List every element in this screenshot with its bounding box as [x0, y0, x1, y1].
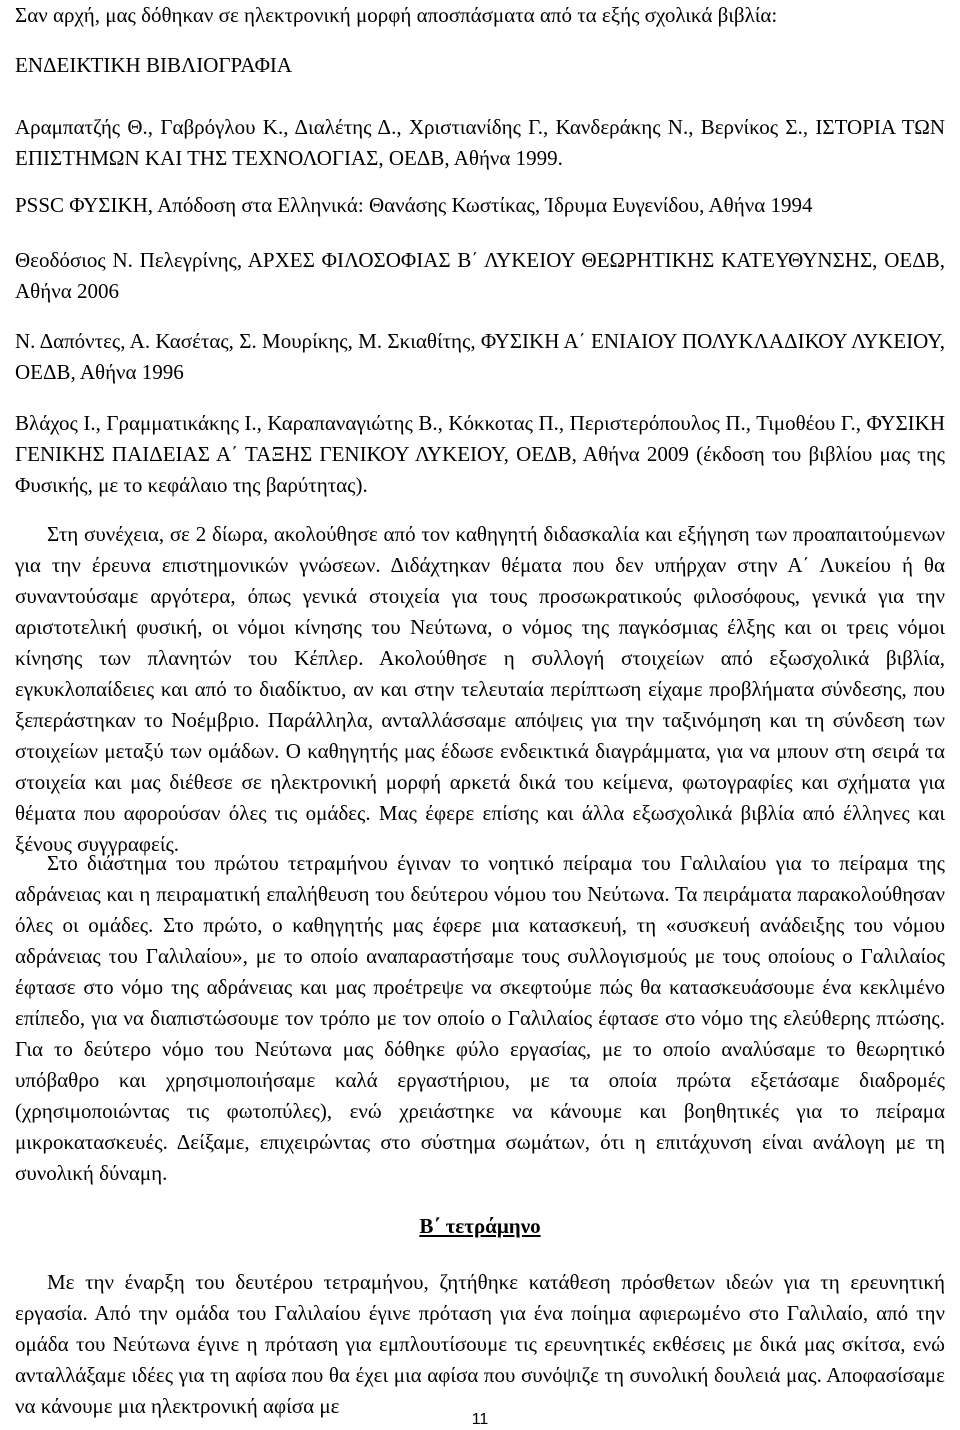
- body-paragraph: Στη συνέχεια, σε 2 δίωρα, ακολούθησε από τον καθηγητή διδασκαλία και εξήγηση των προαπαιτούμενων για την έρευνα επιστημονικών γνώσεων. Διδάχτηκαν θέματα που δεν υπήρχαν στην Α΄ Λυκείου ή θα συναντούσαμε αργότερα, όπως γενικά στοιχεία για τους προσωκρατικούς φιλοσόφους, γενικά για την αριστοτελική φυσική, οι νόμοι κίνησης του Νεύτωνα, ο νόμος της παγκόσμιας έλξης και οι τρεις νόμοι κίνησης των πλανητών του Κέπλερ. Ακολούθησε η συλλογή στοιχείων από εξωσχολικά βιβλία, εγκυκλοπαίδειες και από το διαδίκτυο, αν και στην τελευταία περίπτωση είχαμε προβλήματα σύνδεσης, που ξεπεράστηκαν το Νοέμβριο. Παράλληλα, ανταλλάσσαμε απόψεις για την ταξινόμηση και τη σύνδεση των στοιχείων μεταξύ των ομάδων. Ο καθηγητής μας έδωσε ενδεικτικά διαγράμματα, για να μπουν στη σειρά τα στοιχεία και μας διέθεσε σε ηλεκτρονική μορφή αρκετά δικά του κείμενα, φωτογραφίες και σχήματα για θέματα που αφορούσαν όλες τις ομάδες. Μας έφερε επίσης και άλλα εξωσχολικά βιβλία από έλληνες και ξένους συγγραφείς.: [15, 522, 945, 856]
- section-paragraph: Με την έναρξη του δευτέρου τετραμήνου, ζητήθηκε κατάθεση πρόσθετων ιδεών για τη ερευνητική εργασία. Από την ομάδα του Γαλιλαίου έγινε πρόταση για ένα ποίημα αφιερωμένο στο Γαλιλαίο, από την ομάδα του Νεύτωνα έγινε η πρόταση για εμπλουτίσουμε τις ερευνητικές εκθέσεις με δικά μας σκίτσα, ενώ ανταλλάξαμε ιδέες για τη αφίσα που θα έχει μια αφίσα που συνόψιζε τη συνολική δουλειά μας. Αποφασίσαμε να κάνουμε μια ηλεκτρονική αφίσα με: [15, 1270, 945, 1418]
- reference-item: Αραμπατζής Θ., Γαβρόγλου Κ., Διαλέτης Δ., Χριστιανίδης Γ., Κανδεράκης Ν., Βερνίκος Σ., ΙΣΤΟΡΙΑ ΤΩΝ ΕΠΙΣΤΗΜΩΝ ΚΑΙ ΤΗΣ ΤΕΧΝΟΛΟΓΙΑΣ, ΟΕΔΒ, Αθήνα 1999.: [15, 115, 945, 170]
- intro-paragraph: Σαν αρχή, μας δόθηκαν σε ηλεκτρονική μορφή αποσπάσματα από τα εξής σχολικά βιβλία:: [15, 3, 778, 27]
- bibliography-heading: ΕΝΔΕΙΚΤΙΚΗ ΒΙΒΛΙΟΓΡΑΦΙΑ: [15, 53, 293, 77]
- reference-item: Θεοδόσιος Ν. Πελεγρίνης, ΑΡΧΕΣ ΦΙΛΟΣΟΦΙΑΣ Β΄ ΛΥΚΕΙΟΥ ΘΕΩΡΗΤΙΚΗΣ ΚΑΤΕΥΘΥΝΣΗΣ, ΟΕΔΒ, Αθήνα 2006: [15, 248, 945, 303]
- page-number: 11: [471, 1411, 489, 1428]
- reference-item: PSSC ΦΥΣΙΚΗ, Απόδοση στα Ελληνικά: Θανάσης Κωστίκας, Ίδρυμα Ευγενίδου, Αθήνα 1994: [15, 193, 813, 217]
- reference-item: Βλάχος Ι., Γραμματικάκης Ι., Καραπαναγιώτης Β., Κόκκοτας Π., Περιστερόπουλος Π., Τιμοθέου Γ., ΦΥΣΙΚΗ ΓΕΝΙΚΗΣ ΠΑΙΔΕΙΑΣ Α΄ ΤΑΞΗΣ ΓΕΝΙΚΟΥ ΛΥΚΕΙΟΥ, ΟΕΔΒ, Αθήνα 2009 (έκδοση του βιβλίου μας της Φυσικής, με το κεφάλαιο της βαρύτητας).: [15, 411, 945, 497]
- reference-item: Ν. Δαπόντες, Α. Κασέτας, Σ. Μουρίκης, Μ. Σκιαθίτης, ΦΥΣΙΚΗ Α΄ ΕΝΙΑΙΟΥ ΠΟΛΥΚΛΑΔΙΚΟΥ ΛΥΚΕΙΟΥ, ΟΕΔΒ, Αθήνα 1996: [15, 329, 945, 384]
- section-heading: Β΄ τετράμηνο: [419, 1214, 541, 1238]
- body-paragraph: Στο διάστημα του πρώτου τετραμήνου έγιναν το νοητικό πείραμα του Γαλιλαίου για το πείραμα της αδράνειας και η πειραματική επαλήθευση του δεύτερου νόμου του Νεύτωνα. Τα πειράματα παρακολούθησαν όλες οι ομάδες. Στο πρώτο, ο καθηγητής μας έφερε μια κατασκευή, τη «συσκευή ανάδειξης του νόμου αδράνειας του Γαλιλαίου», με το οποίο αναπαραστήσαμε τους συλλογισμούς με τους οποίους ο Γαλιλαίος έφτασε στο νόμο της αδράνειας και μας προέτρεψε να σκεφτούμε πώς θα κατασκευάσουμε ένα κεκλιμένο επίπεδο, για να διαπιστώσουμε τον τρόπο με τον οποίο ο Γαλιλαίος έφτασε στο νόμο της ελεύθερης πτώσης. Για το δεύτερο νόμο του Νεύτωνα μας δόθηκε φύλο εργασίας, με το οποίο αναλύσαμε το θεωρητικό υπόβαθρο και χρησιμοποιήσαμε καλά εργαστήριου, με τα οποία πρώτα εξετάσαμε διαδρομές (χρησιμοποιώντας τις φωτοπύλες), ενώ χρειάστηκε να κάνουμε και βοηθητικές για το πείραμα μικροκατασκευές. Δείξαμε, επιχειρώντας στο σύστημα σωμάτων, ότι η επιτάχυνση είναι ανάλογη με τη συνολική δύναμη.: [15, 851, 945, 1185]
